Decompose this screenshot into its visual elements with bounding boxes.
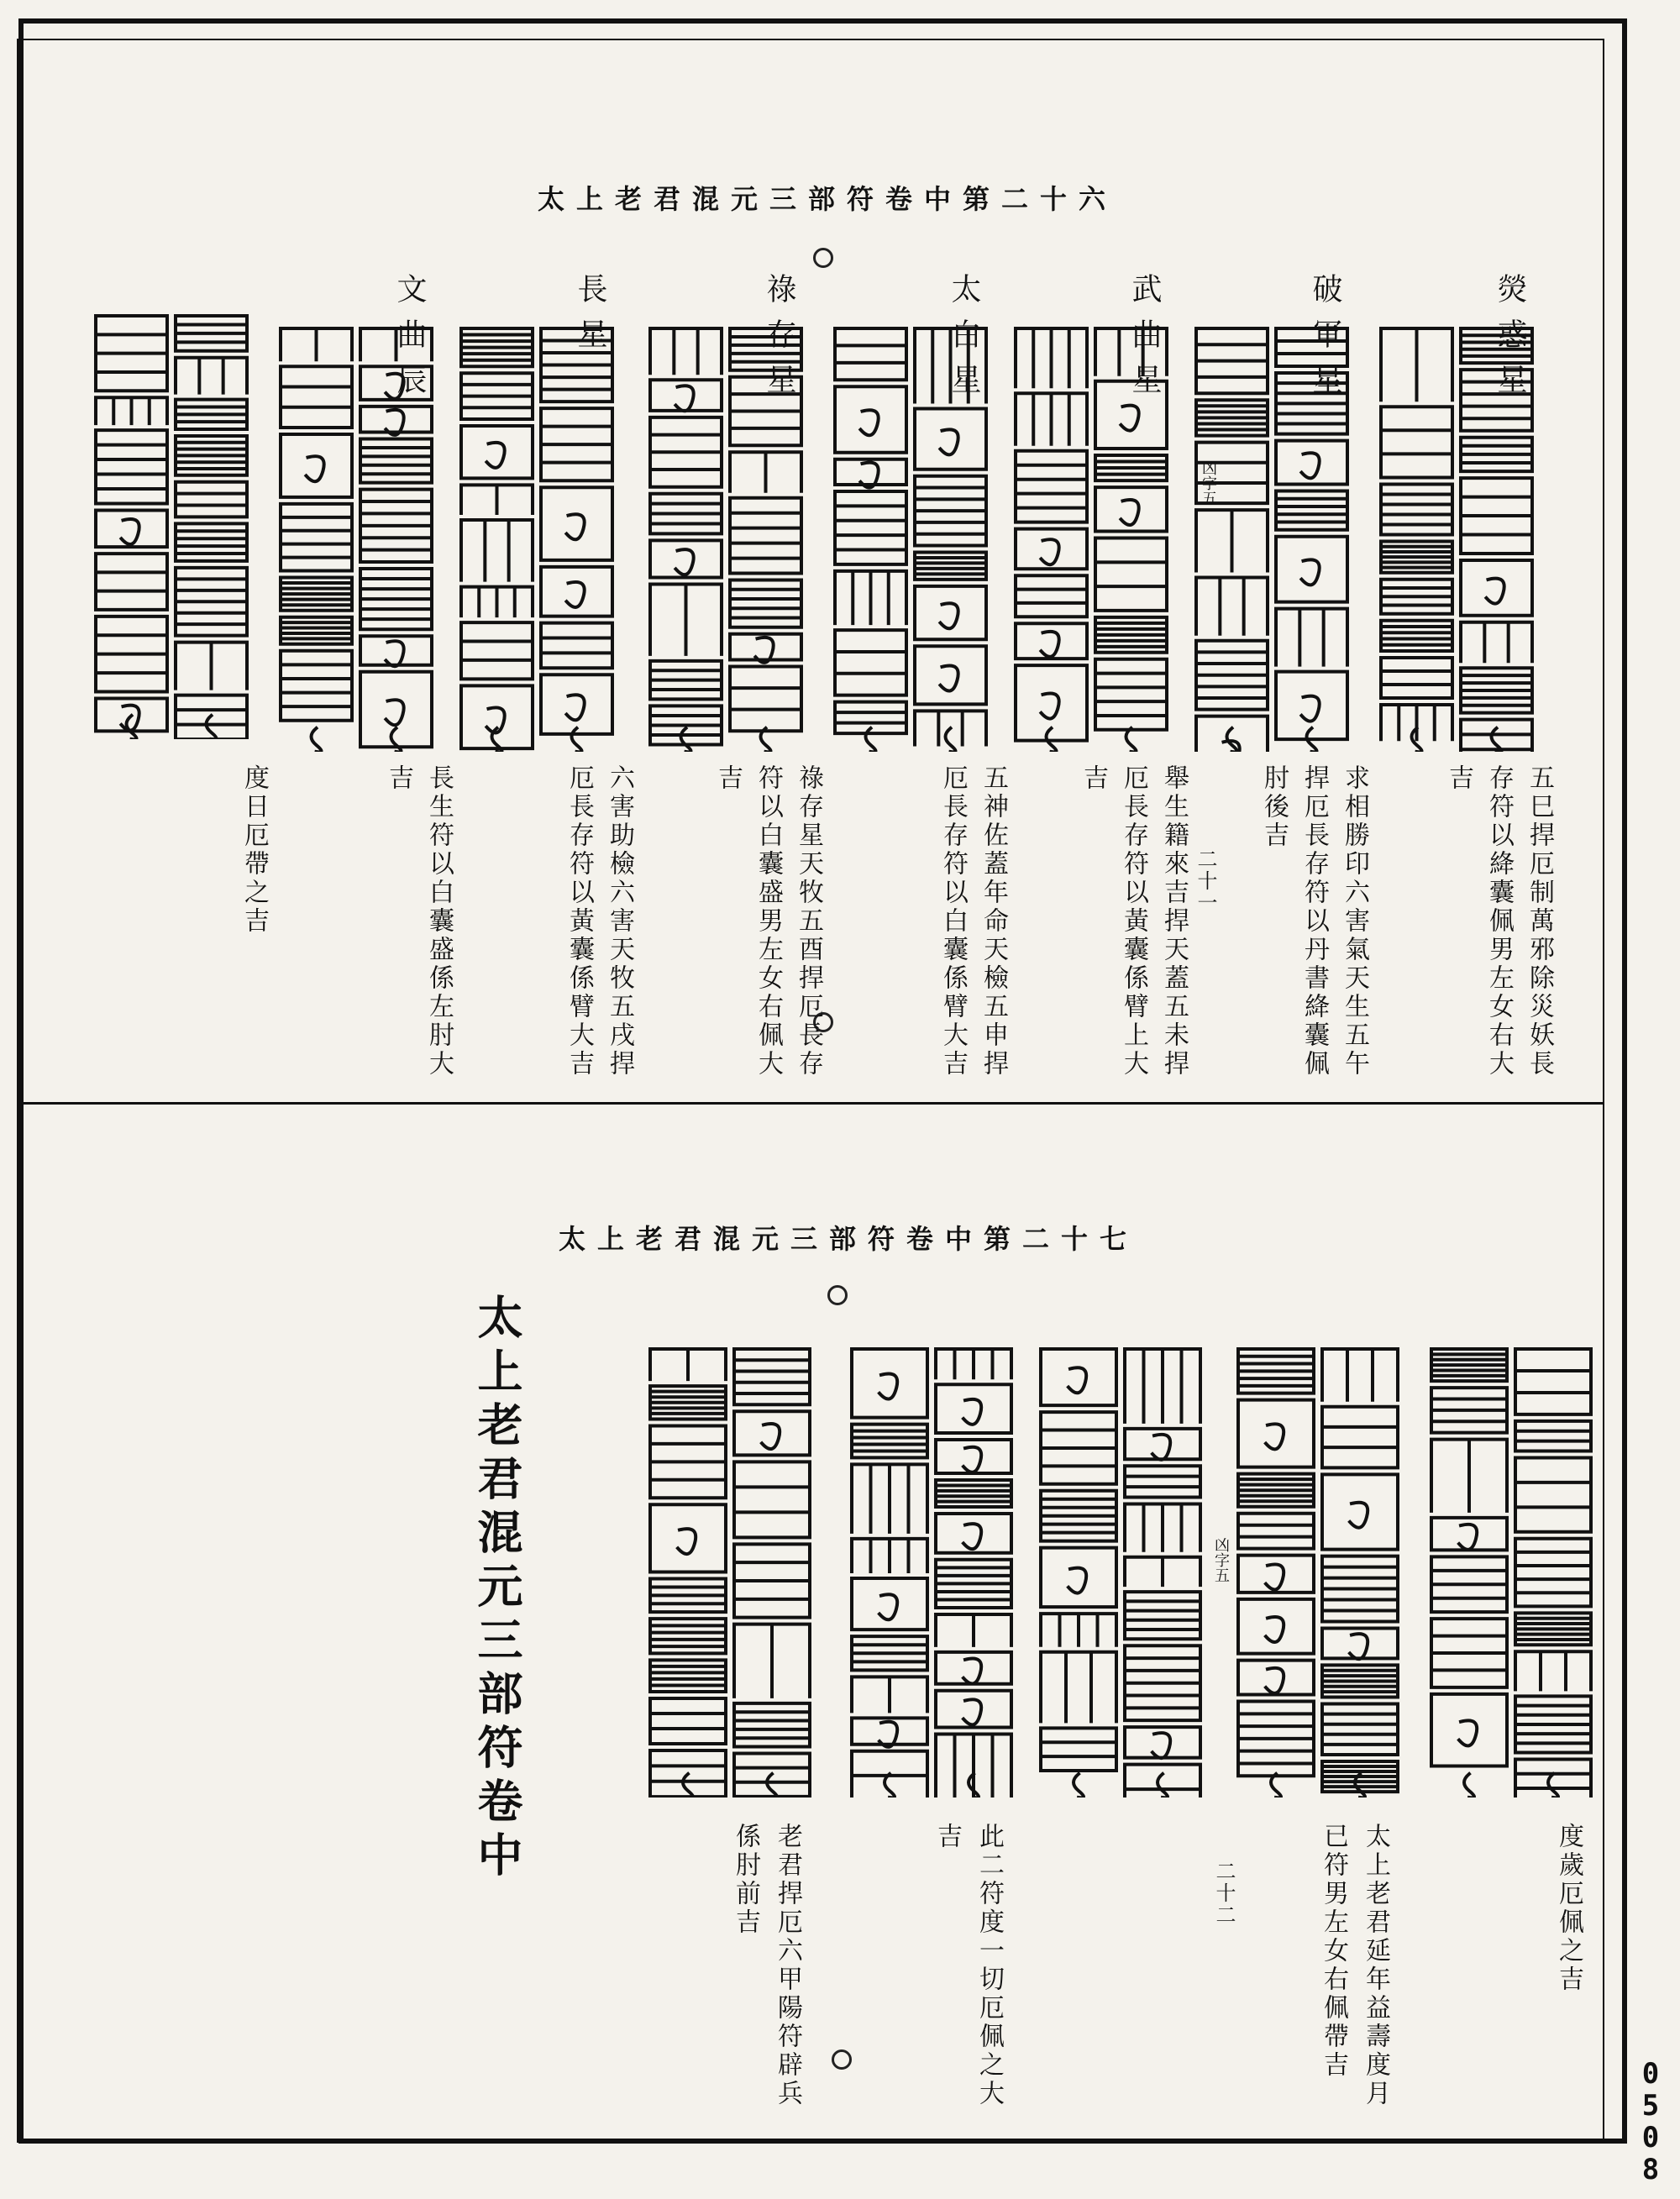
- page-number-digit: 8: [1641, 2153, 1660, 2186]
- talisman-label: 熒惑星: [1493, 273, 1527, 409]
- talisman-glyph: [848, 1344, 1016, 1798]
- bottom-header: 太上老君混元三部符卷中第二十七: [559, 1223, 1139, 1255]
- page-number-digit: 5: [1641, 2089, 1660, 2123]
- talisman-glyph: [832, 323, 991, 752]
- talisman-caption: 已符男左女右佩帶吉: [1319, 1823, 1348, 2080]
- talisman-glyph: [1235, 1344, 1403, 1798]
- talisman-glyph: [1037, 1344, 1205, 1798]
- binding-hole-top-1: [813, 248, 833, 268]
- talisman-caption: 長生符以白囊盛係左肘大: [424, 764, 454, 1079]
- talisman-glyph: [277, 323, 437, 752]
- talisman-glyph: [1378, 323, 1537, 752]
- top-header: 太上老君混元三部符卷中第二十六: [538, 183, 1118, 215]
- talisman-caption: 捍厄長存符以丹書絳囊佩: [1299, 764, 1329, 1079]
- talisman-label: 長星: [573, 273, 607, 364]
- page-number-digit: 0: [1641, 2057, 1660, 2091]
- talisman-caption: 太上老君延年益壽度月: [1361, 1823, 1390, 2108]
- talisman-label: 太白星: [947, 273, 981, 409]
- talisman-caption: 厄長存符以白囊係臂大吉: [938, 764, 968, 1079]
- talisman-glyph: [1012, 323, 1172, 752]
- binding-hole-bottom-2: [832, 2049, 852, 2070]
- talisman-glyph: [92, 311, 252, 739]
- talisman-caption: 係肘前吉: [731, 1823, 760, 1937]
- talisman-caption: 五神佐蓋年命天檢五申捍: [979, 764, 1008, 1079]
- talisman-glyph: [647, 323, 806, 752]
- talisman-glyph: [458, 323, 617, 752]
- talisman-caption: 求相勝印六害氣天生五午: [1340, 764, 1369, 1079]
- talisman-label: 武曲星: [1127, 273, 1162, 409]
- talisman-caption: 度日厄帶之吉: [239, 764, 269, 936]
- volume-title: 太上老君混元三部符卷中: [470, 1294, 524, 1885]
- page-divider: [17, 1102, 1604, 1105]
- talisman-caption: 符以白囊盛男左女右佩大: [753, 764, 783, 1079]
- talisman-caption: 肘後吉: [1259, 764, 1289, 850]
- talisman-caption: 祿存星天牧五酉捍厄長存: [794, 764, 823, 1079]
- binding-hole-bottom-1: [827, 1285, 848, 1305]
- talisman-label: 文曲辰: [392, 273, 427, 409]
- talisman-glyph: [1193, 323, 1352, 752]
- talisman-caption: 厄長存符以黃囊係臂上大: [1119, 764, 1148, 1079]
- talisman-caption: 老君捍厄六甲陽符辟兵: [773, 1823, 802, 2108]
- talisman-caption: 吉: [1079, 764, 1108, 793]
- page-number-digit: 0: [1641, 2121, 1660, 2154]
- bottom-fu-number: 二十二: [1212, 1860, 1236, 1926]
- talisman-caption: 吉: [384, 764, 413, 793]
- talisman-caption: 度歲厄佩之吉: [1554, 1823, 1583, 1994]
- top-side-mark: 凶字五: [1200, 460, 1217, 506]
- talisman-caption: 存符以絳囊佩男左女右大: [1484, 764, 1514, 1079]
- bottom-side-mark: 凶字五: [1212, 1537, 1230, 1582]
- talisman-glyph: [647, 1344, 815, 1798]
- page-number: [1634, 2058, 1667, 2186]
- talisman-caption: 厄長存符以黃囊係臂大吉: [564, 764, 594, 1079]
- talisman-label: 祿存星: [762, 273, 796, 409]
- talisman-caption: 吉: [1444, 764, 1473, 793]
- talisman-caption: 五巳捍厄制萬邪除災妖長: [1525, 764, 1554, 1079]
- top-fu-number: 二十一: [1194, 848, 1217, 914]
- talisman-label: 破軍星: [1308, 273, 1342, 409]
- talisman-caption: 舉生籍來吉捍天蓋五未捍: [1159, 764, 1189, 1079]
- talisman-caption: 吉: [932, 1823, 962, 1851]
- talisman-caption: 此二符度一切厄佩之大: [974, 1823, 1004, 2108]
- talisman-caption: 六害助檢六害天牧五戌捍: [605, 764, 634, 1079]
- talisman-caption: 吉: [713, 764, 743, 793]
- talisman-glyph: [1428, 1344, 1596, 1798]
